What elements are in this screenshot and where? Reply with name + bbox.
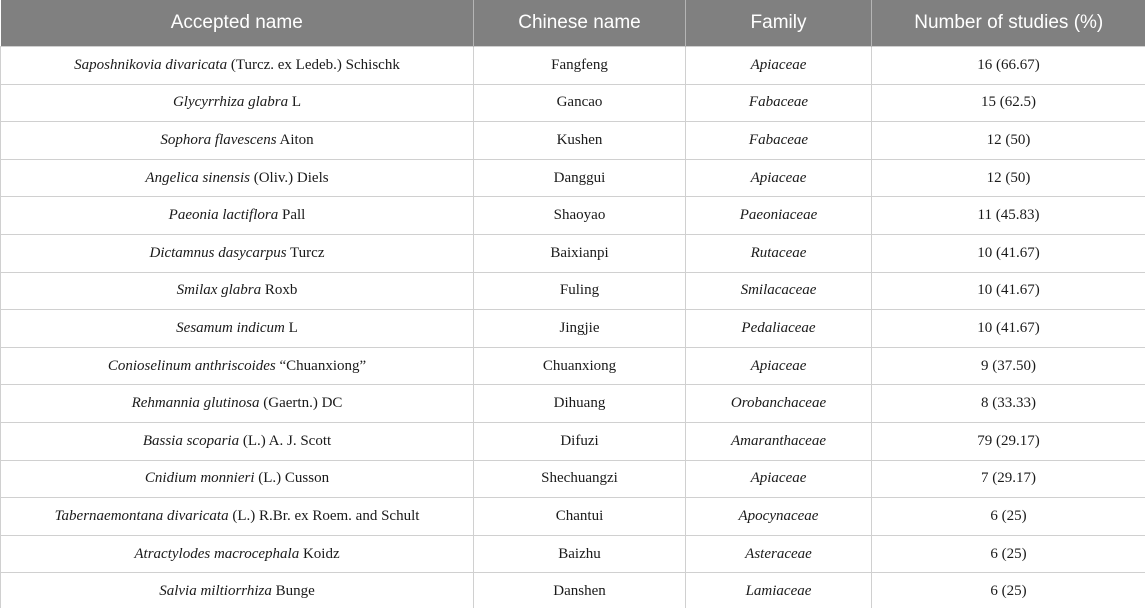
family-cell: Fabaceae	[686, 122, 872, 160]
chinese-name-cell: Dihuang	[474, 385, 686, 423]
family-cell: Amaranthaceae	[686, 422, 872, 460]
studies-cell: 6 (25)	[872, 498, 1145, 536]
chinese-name-cell: Kushen	[474, 122, 686, 160]
species-authority: Pall	[278, 207, 306, 224]
species-name: Sophora flavescens	[160, 131, 277, 148]
family-cell: Orobanchaceae	[686, 385, 872, 423]
table-row	[1, 197, 1145, 235]
accepted-name-cell	[1, 197, 474, 235]
accepted-name-cell	[1, 535, 474, 573]
studies-cell: 10 (41.67)	[872, 272, 1145, 310]
chinese-name-cell: Chuanxiong	[474, 347, 686, 385]
family-cell: Paeoniaceae	[686, 197, 872, 235]
table-row	[1, 159, 1145, 197]
family-cell: Apocynaceae	[686, 498, 872, 536]
studies-cell: 9 (37.50)	[872, 347, 1145, 385]
accepted-name-cell	[1, 422, 474, 460]
species-authority: Aiton	[276, 131, 314, 148]
accepted-name-cell	[1, 84, 474, 122]
table-row	[1, 234, 1145, 272]
accepted-name-cell	[1, 498, 474, 536]
species-authority: “Chuanxiong”	[275, 357, 367, 374]
accepted-name-cell	[1, 159, 474, 197]
table-row	[1, 422, 1145, 460]
studies-cell: 6 (25)	[872, 535, 1145, 573]
family-cell: Lamiaceae	[686, 573, 872, 608]
species-name: Sesamum indicum	[176, 319, 285, 336]
species-name: Tabernaemontana divaricata	[54, 507, 229, 524]
accepted-name-cell	[1, 573, 474, 608]
studies-cell: 7 (29.17)	[872, 460, 1145, 498]
table-row	[1, 573, 1145, 608]
studies-cell: 11 (45.83)	[872, 197, 1145, 235]
species-authority: L	[288, 94, 302, 111]
accepted-name-cell	[1, 385, 474, 423]
species-authority: Koidz	[299, 545, 340, 562]
family-cell: Fabaceae	[686, 84, 872, 122]
header-family: Family	[686, 0, 872, 47]
species-name: Dictamnus dasycarpus	[149, 244, 287, 261]
header-number-of-studies: Number of studies (%)	[872, 0, 1145, 47]
header-row	[1, 0, 1145, 47]
studies-cell: 10 (41.67)	[872, 310, 1145, 348]
studies-cell: 12 (50)	[872, 159, 1145, 197]
table-row	[1, 84, 1145, 122]
table-row	[1, 47, 1145, 85]
chinese-name-cell: Fuling	[474, 272, 686, 310]
species-authority: (Turcz. ex Ledeb.) Schischk	[227, 56, 400, 73]
species-name: Rehmannia glutinosa	[131, 395, 260, 412]
family-cell: Smilacaceae	[686, 272, 872, 310]
table-row	[1, 498, 1145, 536]
species-authority: Turcz	[286, 244, 325, 261]
chinese-name-cell: Shechuangzi	[474, 460, 686, 498]
studies-cell: 8 (33.33)	[872, 385, 1145, 423]
species-name: Glycyrrhiza glabra	[172, 94, 289, 111]
studies-cell: 16 (66.67)	[872, 47, 1145, 85]
species-name: Angelica sinensis	[145, 169, 250, 186]
family-cell: Apiaceae	[686, 460, 872, 498]
species-authority: (L.) A. J. Scott	[239, 432, 332, 449]
species-name: Cnidium monnieri	[144, 470, 255, 487]
chinese-name-cell: Baizhu	[474, 535, 686, 573]
species-name: Atractylodes macrocephala	[134, 545, 300, 562]
species-authority: (L.) Cusson	[254, 470, 330, 487]
species-name: Smilax glabra	[176, 282, 262, 299]
family-cell: Rutaceae	[686, 234, 872, 272]
chinese-name-cell: Chantui	[474, 498, 686, 536]
table-row	[1, 347, 1145, 385]
species-name: Saposhnikovia divaricata	[74, 56, 228, 73]
species-authority: (Oliv.) Diels	[249, 169, 329, 186]
chinese-name-cell: Gancao	[474, 84, 686, 122]
header-chinese-name: Chinese name	[474, 0, 686, 47]
species-authority: L	[284, 319, 298, 336]
species-authority: Roxb	[261, 282, 298, 299]
chinese-name-cell: Danggui	[474, 159, 686, 197]
species-authority: (Gaertn.) DC	[259, 395, 343, 412]
species-name: Conioselinum anthriscoides	[107, 357, 276, 374]
family-cell: Asteraceae	[686, 535, 872, 573]
table-row	[1, 385, 1145, 423]
accepted-name-cell	[1, 347, 474, 385]
species-authority: Bunge	[271, 583, 315, 600]
family-cell: Apiaceae	[686, 159, 872, 197]
header-accepted-name: Accepted name	[1, 0, 474, 47]
accepted-name-cell	[1, 234, 474, 272]
species-name: Paeonia lactiflora	[168, 207, 279, 224]
studies-cell: 79 (29.17)	[872, 422, 1145, 460]
chinese-name-cell: Danshen	[474, 573, 686, 608]
accepted-name-cell	[1, 460, 474, 498]
chinese-name-cell: Difuzi	[474, 422, 686, 460]
accepted-name-cell	[1, 47, 474, 85]
table-body	[1, 47, 1145, 608]
species-authority: (L.) R.Br. ex Roem. and Schult	[228, 507, 420, 524]
table-row	[1, 535, 1145, 573]
family-cell: Pedaliaceae	[686, 310, 872, 348]
chinese-name-cell: Jingjie	[474, 310, 686, 348]
table-header	[1, 0, 1145, 47]
studies-cell: 10 (41.67)	[872, 234, 1145, 272]
studies-cell: 15 (62.5)	[872, 84, 1145, 122]
accepted-name-cell	[1, 122, 474, 160]
chinese-name-cell: Fangfeng	[474, 47, 686, 85]
chinese-name-cell: Baixianpi	[474, 234, 686, 272]
accepted-name-cell	[1, 272, 474, 310]
studies-cell: 12 (50)	[872, 122, 1145, 160]
accepted-name-cell	[1, 310, 474, 348]
chinese-name-cell: Shaoyao	[474, 197, 686, 235]
table-row	[1, 460, 1145, 498]
table-row	[1, 272, 1145, 310]
studies-cell: 6 (25)	[872, 573, 1145, 608]
species-name: Salvia miltiorrhiza	[159, 583, 272, 600]
family-cell: Apiaceae	[686, 47, 872, 85]
species-name: Bassia scoparia	[142, 432, 240, 449]
table-row	[1, 310, 1145, 348]
family-cell: Apiaceae	[686, 347, 872, 385]
table-row	[1, 122, 1145, 160]
